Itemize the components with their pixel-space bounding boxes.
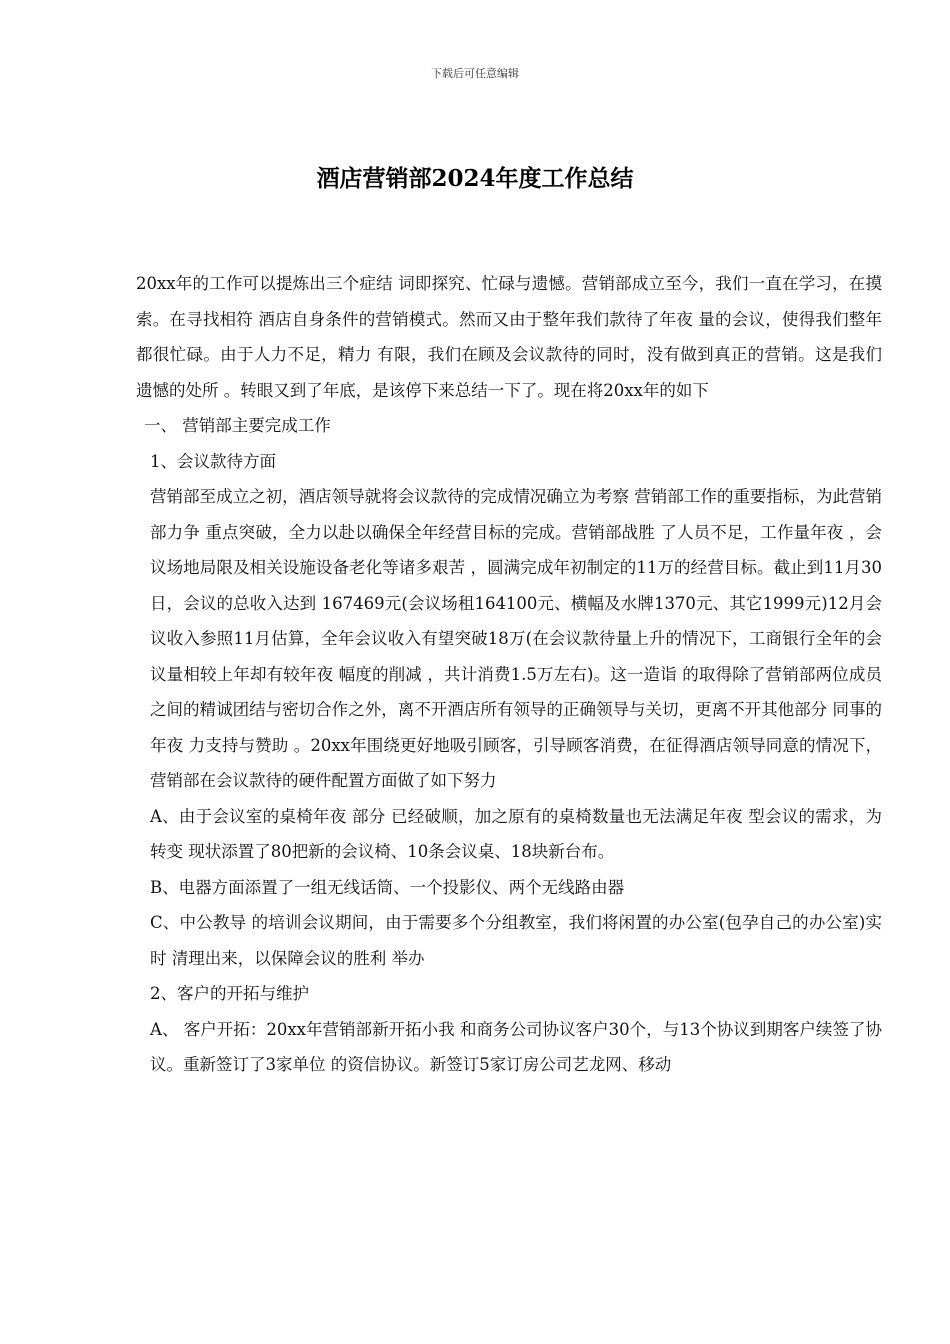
document-body	[136, 266, 882, 1083]
document-title: 酒店营销部2024年度工作总结	[316, 165, 634, 192]
paragraph-item-a: A、由于会议室的桌椅年夜 部分 已经破顺，加之原有的桌椅数量也无法满足年夜 型会议的需求，为转变 现状添置了80把新的会议椅、10条会议桌、18块新台布。	[150, 806, 882, 861]
section-heading-1: 一、 营销部主要完成工作	[144, 416, 331, 435]
subsection-heading-1: 1、会议款待方面	[150, 451, 276, 471]
paragraph-item-b: B、电器方面添置了一组无线话筒、一个投影仪、两个无线路由器	[150, 877, 625, 897]
header-note: 下载后可任意编辑	[431, 67, 519, 80]
paragraph-client-development: A、 客户开拓：20xx年营销部新开拓小我 和商务公司协议客户30个，与13个协议到期客户续签了协议。重新签订了3家单位 的资信协议。新签订5家订房公司艺龙网、移动	[150, 1019, 882, 1074]
paragraph-meeting-reception: 营销部至成立之初，酒店领导就将会议款待的完成情况确立为考察 营销部工作的重要指标，为此营销部力争 重点突破，全力以赴以确保全年经营目标的完成。营销部战胜 了人员不足，工作量年夜 ，会议场地局限及相关设施设备老化等诸多艰苦 ，圆满完成年初制定的11万的经营目标。截止到11月30日，会议的总收入达到 167469元(会议场租164100元、横幅及水牌1370元、其它1999元)12月会议收入参照11月估算，全年会议收入有望突破18万(在会议款待量上升的情况下，工商银行全年的会议量相较上年却有较年夜 幅度的削减 ，共计消费1.5万左右)。这一造诣 的取得除了营销部两位成员之间的精诚团结与密切合作之外，离不开酒店所有领导的正确领导与关切，更离不开其他部分 同事的年夜 力支持与赞助 。20xx年围绕更好地吸引顾客，引导顾客消费，在征得酒店领导同意的情况下，营销部在会议款待的硬件配置方面做了如下努力	[150, 487, 882, 790]
paragraph-intro: 20xx年的工作可以提炼出三个症结 词即探究、忙碌与遗憾。营销部成立至今，我们一直在学习，在摸索。在寻找相符 酒店自身条件的营销模式。然而又由于整年我们款待了年夜 量的会议，使得我们整年都很忙碌。由于人力不足，精力 有限，我们在顾及会议款待的同时，没有做到真正的营销。这是我们遗憾的处所 。转眼又到了年底，是该停下来总结一下了。现在将20xx年的如下	[136, 274, 882, 400]
subsection-heading-2: 2、客户的开拓与维护	[150, 984, 309, 1003]
paragraph-item-c: C、中公教导 的培训会议期间，由于需要多个分组教室，我们将闲置的办公室(包孕自己的办公室)实时 清理出来，以保障会议的胜利 举办	[150, 913, 882, 968]
